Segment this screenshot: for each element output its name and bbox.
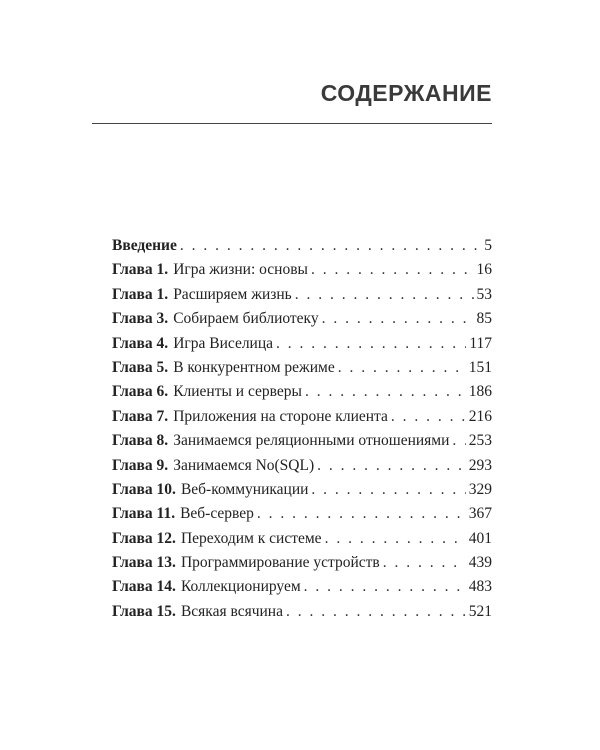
dot-leader (452, 429, 465, 453)
table-of-contents (112, 234, 492, 624)
chapter-number: Глава 13. (112, 554, 176, 572)
chapter-number: Глава 15. (112, 602, 176, 620)
chapter-number: Глава 5. (112, 358, 169, 376)
chapter-number: Глава 4. (112, 334, 169, 352)
page-number: 329 (468, 480, 492, 498)
chapter-title: Программирование устройств (180, 554, 380, 572)
page-number: 16 (476, 261, 492, 279)
toc-entry[interactable] (112, 405, 492, 429)
toc-entry[interactable] (112, 258, 492, 282)
chapter-number: Глава 1. (112, 285, 169, 303)
chapter-title: Переходим к системе (180, 529, 322, 547)
dot-leader (322, 307, 474, 331)
toc-entry[interactable] (112, 454, 492, 478)
toc-entry[interactable] (112, 502, 492, 526)
dot-leader (383, 551, 466, 575)
chapter-title: Клиенты и серверы (173, 383, 302, 401)
dot-leader (311, 478, 465, 502)
dot-leader (180, 234, 481, 258)
chapter-number: Глава 12. (112, 529, 176, 547)
chapter-number: Глава 7. (112, 407, 169, 425)
chapter-title: Игра Виселица (173, 334, 274, 352)
dot-leader (325, 527, 466, 551)
dot-leader (305, 380, 466, 404)
dot-leader (311, 258, 474, 282)
toc-entry[interactable] (112, 600, 492, 624)
page-number: 253 (468, 432, 492, 450)
dot-leader (286, 600, 466, 624)
chapter-title: Занимаемся реляционными отношениями (173, 432, 450, 450)
toc-entry[interactable] (112, 234, 492, 258)
toc-entry[interactable] (112, 575, 492, 599)
toc-entry[interactable] (112, 527, 492, 551)
toc-entry[interactable] (112, 283, 492, 307)
chapter-title: Расширяем жизнь (173, 285, 292, 303)
chapter-number: Глава 10. (112, 480, 176, 498)
chapter-title: Игра жизни: основы (173, 261, 308, 279)
page-number: 293 (468, 456, 492, 474)
page-title: СОДЕРЖАНИЕ (320, 80, 492, 106)
toc-entry[interactable] (112, 551, 492, 575)
chapter-number: Глава 1. (112, 261, 169, 279)
chapter-title: В конкурентном режиме (173, 358, 335, 376)
page-number: 483 (468, 578, 492, 596)
page-number: 151 (468, 358, 492, 376)
dot-leader (317, 454, 466, 478)
chapter-title: Коллекционируем (180, 578, 301, 596)
page-number: 186 (468, 383, 492, 401)
toc-entry[interactable] (112, 380, 492, 404)
toc-entry[interactable] (112, 478, 492, 502)
page-number: 5 (484, 237, 492, 254)
page-number: 117 (469, 334, 492, 352)
page-number: 85 (476, 310, 492, 328)
page-number: 401 (468, 529, 492, 547)
dot-leader (295, 283, 474, 307)
toc-entry[interactable] (112, 356, 492, 380)
page-number: 439 (468, 554, 492, 572)
chapter-number: Введение (112, 237, 177, 254)
chapter-title: Занимаемся No(SQL) (173, 456, 315, 474)
chapter-title: Веб-сервер (180, 505, 254, 523)
dot-leader (304, 575, 466, 599)
chapter-title: Собираем библиотеку (173, 310, 319, 328)
dot-leader (338, 356, 466, 380)
toc-entry[interactable] (112, 332, 492, 356)
toc-entry[interactable] (112, 429, 492, 453)
page-number: 53 (476, 285, 492, 303)
chapter-title: Всякая всячина (180, 602, 283, 620)
toc-entry[interactable] (112, 307, 492, 331)
chapter-title: Приложения на стороне клиента (173, 407, 388, 425)
chapter-title: Веб-коммуникации (180, 480, 309, 498)
dot-leader (257, 502, 466, 526)
dot-leader (276, 332, 466, 356)
page-number: 216 (468, 407, 492, 425)
chapter-number: Глава 6. (112, 383, 169, 401)
chapter-number: Глава 14. (112, 578, 176, 596)
chapter-number: Глава 8. (112, 432, 169, 450)
title-divider (92, 123, 492, 124)
page-number: 367 (468, 505, 492, 523)
chapter-number: Глава 9. (112, 456, 169, 474)
dot-leader (391, 405, 466, 429)
chapter-number: Глава 11. (112, 505, 176, 523)
page-number: 521 (468, 602, 492, 620)
chapter-number: Глава 3. (112, 310, 169, 328)
